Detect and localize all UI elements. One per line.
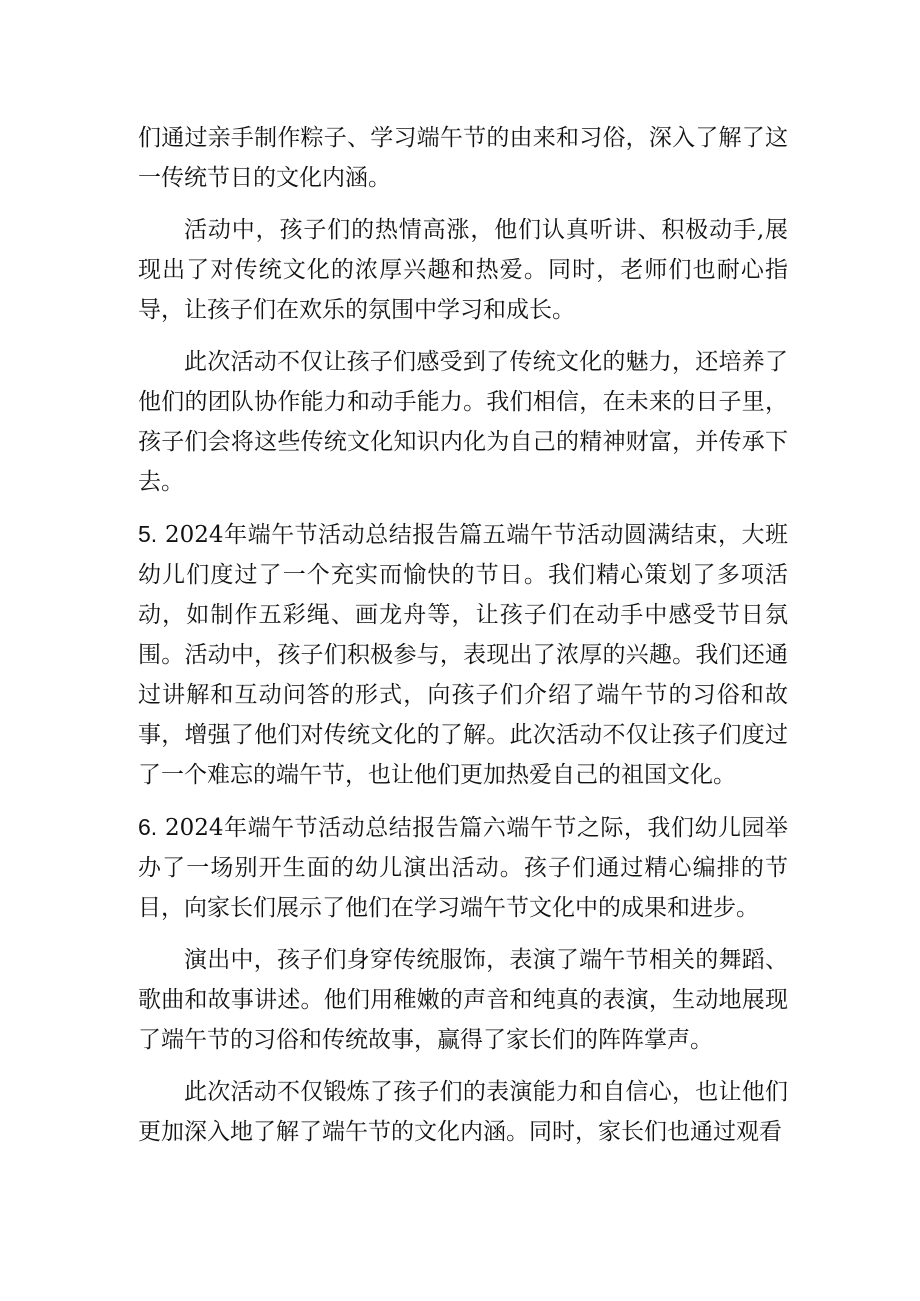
paragraph-continuation [138,118,788,198]
section-heading: 2024年端午节活动总结报告篇五 [165,522,507,548]
numbered-paragraph-5 [138,514,788,795]
paragraph [138,342,788,502]
paragraph [138,210,788,330]
paragraph-text: 此次活动不仅锻炼了孩子们的表演能力和自信心，也让他们更加深入地了解了端午节的文化内涵。同时，家长们也通过观看 [138,1079,788,1145]
paragraph-text: 活动中，孩子们的热情高涨，他们认真听讲、积极动手,展现出了对传统文化的浓厚兴趣和热爱。同时，老师们也耐心指导，让孩子们在欢乐的氛围中学习和成长。 [138,217,788,323]
paragraph [138,940,788,1060]
paragraph-number: 6. [138,814,158,840]
section-heading: 2024年端午节活动总结报告篇六 [165,815,507,841]
paragraph [138,1072,788,1152]
paragraph-number: 5. [138,521,158,547]
document-body [138,118,788,1164]
paragraph-text: 端午节之际，我们幼儿园举办了一场别开生面的幼儿演出活动。孩子们通过精心编排的节目，向家长们展示了他们在学习端午节文化中的成果和进步。 [138,815,789,921]
numbered-paragraph-6 [138,807,788,928]
paragraph-text: 演出中，孩子们身穿传统服饰，表演了端午节相关的舞蹈、歌曲和故事讲述。他们用稚嫩的声音和纯真的表演，生动地展现了端午节的习俗和传统故事，赢得了家长们的阵阵掌声。 [138,947,788,1053]
paragraph-text: 此次活动不仅让孩子们感受到了传统文化的魅力，还培养了他们的团队协作能力和动手能力。我们相信，在未来的日子里，孩子们会将这些传统文化知识内化为自己的精神财富，并传承下去。 [138,349,788,495]
paragraph-text: 们通过亲手制作粽子、学习端午节的由来和习俗，深入了解了这一传统节日的文化内涵。 [138,125,788,191]
paragraph-text: 端午节活动圆满结束，大班幼儿们度过了一个充实而愉快的节日。我们精心策划了多项活动，如制作五彩绳、画龙舟等，让孩子们在动手中感受节日氛围。活动中，孩子们积极参与，表现出了浓厚的兴趣。我们还通过讲解和互动问答的形式，向孩子们介绍了端午节的习俗和故事，增强了他们对传统文化的了解。此次活动不仅让孩子们度过了一个难忘的端午节，也让他们更加热爱自己的祖国文化。 [138,522,789,788]
